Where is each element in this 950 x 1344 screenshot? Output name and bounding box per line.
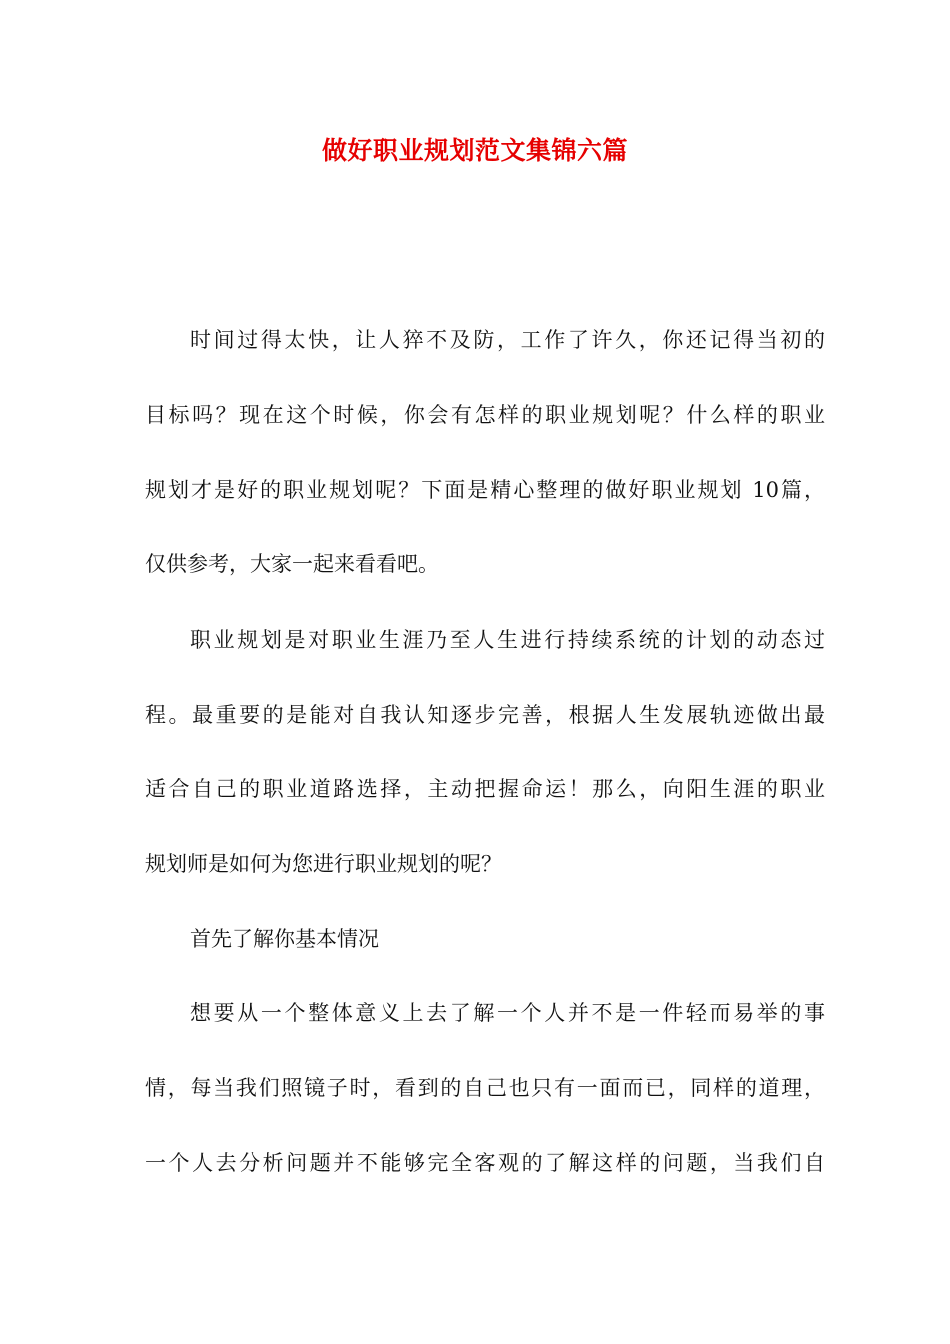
paragraph-1-line-4: 仅供参考，大家一起来看看吧。 xyxy=(145,552,439,576)
paragraph-3-line-2: 情，每当我们照镜子时，看到的自己也只有一面而已，同样的道理， xyxy=(145,1076,825,1100)
paragraph-3-line-1: 想要从一个整体意义上去了解一个人并不是一件轻而易举的事 xyxy=(190,1001,825,1025)
paragraph-2-line-4: 规划师是如何为您进行职业规划的呢？ xyxy=(145,852,502,876)
paragraph-2-line-2: 程。最重要的是能对自我认知逐步完善，根据人生发展轨迹做出最 xyxy=(145,703,825,727)
paragraph-3-line-3: 一个人去分析问题并不能够完全客观的了解这样的问题，当我们自 xyxy=(145,1151,825,1175)
document-title: 做好职业规划范文集锦六篇 xyxy=(321,136,628,165)
paragraph-2-line-1: 职业规划是对职业生涯乃至人生进行持续系统的计划的动态过 xyxy=(190,628,825,652)
paragraph-2-line-3: 适合自己的职业道路选择，主动把握命运！那么，向阳生涯的职业 xyxy=(145,777,825,801)
paragraph-1-line-1: 时间过得太快，让人猝不及防，工作了许久，你还记得当初的 xyxy=(190,328,825,352)
paragraph-1-line-3: 规划才是好的职业规划呢？下面是精心整理的做好职业规划 10篇， xyxy=(145,478,825,502)
section-heading: 首先了解你基本情况 xyxy=(190,927,379,951)
paragraph-1-line-2: 目标吗？现在这个时候，你会有怎样的职业规划呢？什么样的职业 xyxy=(145,403,825,427)
